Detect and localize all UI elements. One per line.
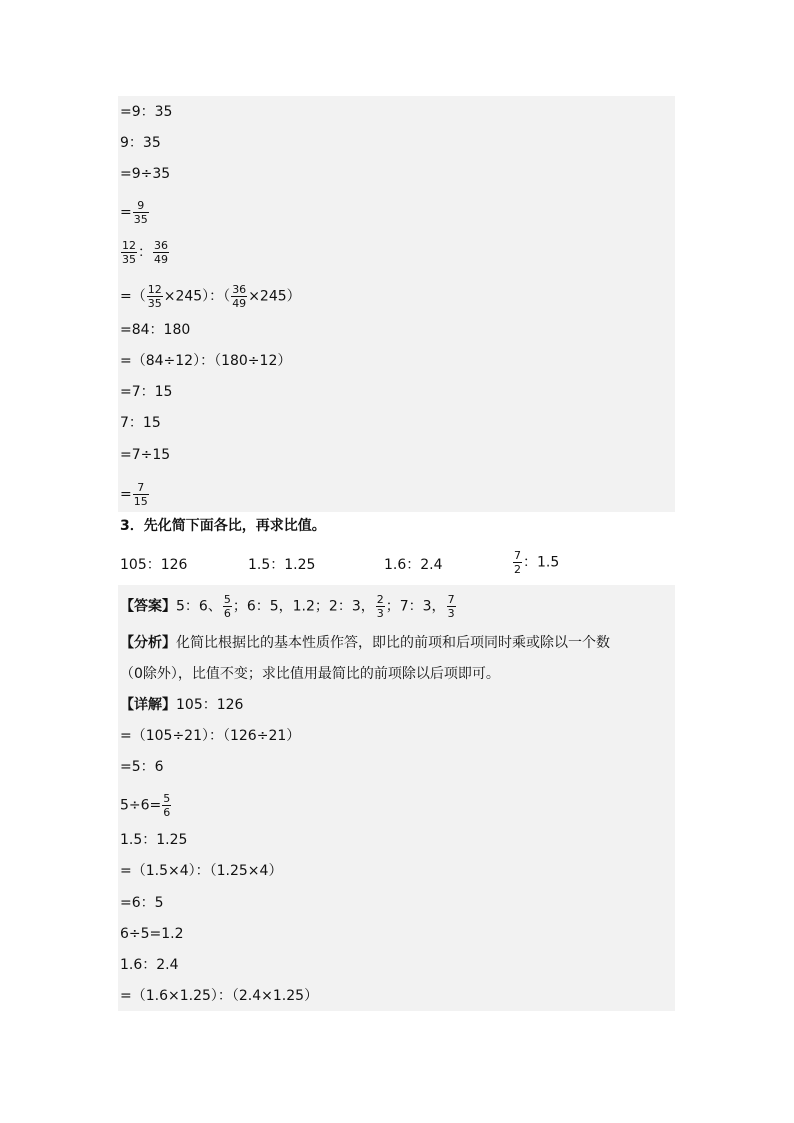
answer-line	[120, 594, 457, 619]
numerator: 36	[232, 283, 247, 296]
denominator: 15	[133, 495, 148, 508]
analysis-line-1	[120, 635, 610, 651]
detail-label: 【详解】	[120, 697, 176, 713]
numerator: 5	[163, 792, 171, 805]
question-3-item-1: 105：126	[120, 557, 188, 573]
equals-sign: =	[120, 204, 132, 221]
top-line-11: =7÷15	[120, 447, 171, 463]
expr-part: ：1.5	[523, 554, 560, 571]
top-line-9: =7：15	[120, 384, 173, 400]
denominator: 2	[514, 563, 521, 576]
analysis-text: 化简比根据比的基本性质作答，即比的前项和后项同时乘或除以一个数	[176, 635, 610, 651]
fraction-7-2	[513, 550, 522, 575]
fraction-36-49	[231, 284, 247, 309]
question-3-title: 3．先化简下面各比，再求比值。	[120, 518, 326, 534]
equals-sign: =	[120, 486, 132, 503]
top-line-10: 7：15	[120, 415, 161, 431]
question-3-item-4	[512, 550, 559, 575]
numerator: 2	[376, 593, 384, 606]
expr-part: 5÷6=	[120, 797, 162, 814]
detail-line-6: =（1.5×4）：（1.25×4）	[120, 863, 283, 879]
expr-part: ×245）	[248, 288, 301, 305]
answer-part: ；7：3，	[385, 598, 446, 615]
denominator: 35	[147, 297, 162, 310]
detail-line-2: =（105÷21）：（126÷21）	[120, 728, 301, 744]
expr-part: ×245）：（	[163, 288, 231, 305]
answer-part: 5：6、	[176, 598, 222, 615]
fraction-7-3	[447, 594, 456, 619]
numerator: 5	[223, 593, 231, 606]
fraction-5-6	[162, 793, 171, 818]
fraction-5-6	[223, 594, 232, 619]
detail-line-9: 1.6：2.4	[120, 957, 179, 973]
numerator: 12	[122, 239, 136, 252]
numerator: 7	[514, 549, 521, 562]
top-line-1: =9：35	[120, 104, 173, 120]
top-line-4	[120, 200, 150, 225]
detail-text: 105：126	[176, 697, 244, 713]
numerator: 36	[154, 239, 168, 252]
fraction-7-15	[133, 482, 149, 507]
analysis-label: 【分析】	[120, 635, 176, 651]
denominator: 35	[122, 253, 136, 266]
answer-label: 【答案】	[120, 598, 176, 615]
detail-line-1	[120, 697, 243, 713]
ratio-sign: ：	[138, 244, 152, 261]
fraction-9-35	[133, 200, 149, 225]
detail-line-4	[120, 793, 172, 818]
question-3-item-2: 1.5：1.25	[248, 557, 316, 573]
denominator: 3	[376, 607, 384, 620]
expr-part: =（	[120, 288, 146, 305]
top-line-5	[120, 240, 170, 265]
top-line-3: =9÷35	[120, 166, 171, 182]
top-line-2: 9：35	[120, 135, 161, 151]
numerator: 9	[133, 200, 149, 213]
denominator: 3	[447, 607, 455, 620]
top-line-7: =84：180	[120, 322, 191, 338]
denominator: 35	[133, 213, 148, 226]
denominator: 49	[232, 297, 247, 310]
top-line-12	[120, 482, 150, 507]
numerator: 12	[147, 283, 162, 296]
detail-line-3: =5：6	[120, 759, 164, 775]
top-line-8: =（84÷12）：（180÷12）	[120, 353, 292, 369]
detail-line-7: =6：5	[120, 895, 164, 911]
top-line-6	[120, 284, 301, 309]
fraction-12-35	[147, 284, 163, 309]
fraction-2-3	[376, 594, 385, 619]
fraction-36-49	[153, 240, 169, 265]
detail-line-10: =（1.6×1.25）：（2.4×1.25）	[120, 988, 319, 1004]
denominator: 49	[154, 253, 168, 266]
answer-part: ；6：5，1.2；2：3，	[232, 598, 375, 615]
detail-line-5: 1.5：1.25	[120, 832, 188, 848]
detail-line-8: 6÷5=1.2	[120, 926, 184, 942]
fraction-12-35	[121, 240, 137, 265]
numerator: 7	[447, 593, 455, 606]
analysis-line-2: （0除外），比值不变；求比值用最简比的前项除以后项即可。	[120, 666, 500, 682]
question-3-item-3: 1.6：2.4	[384, 557, 443, 573]
numerator: 7	[133, 482, 149, 495]
denominator: 6	[163, 806, 171, 819]
denominator: 6	[223, 607, 231, 620]
